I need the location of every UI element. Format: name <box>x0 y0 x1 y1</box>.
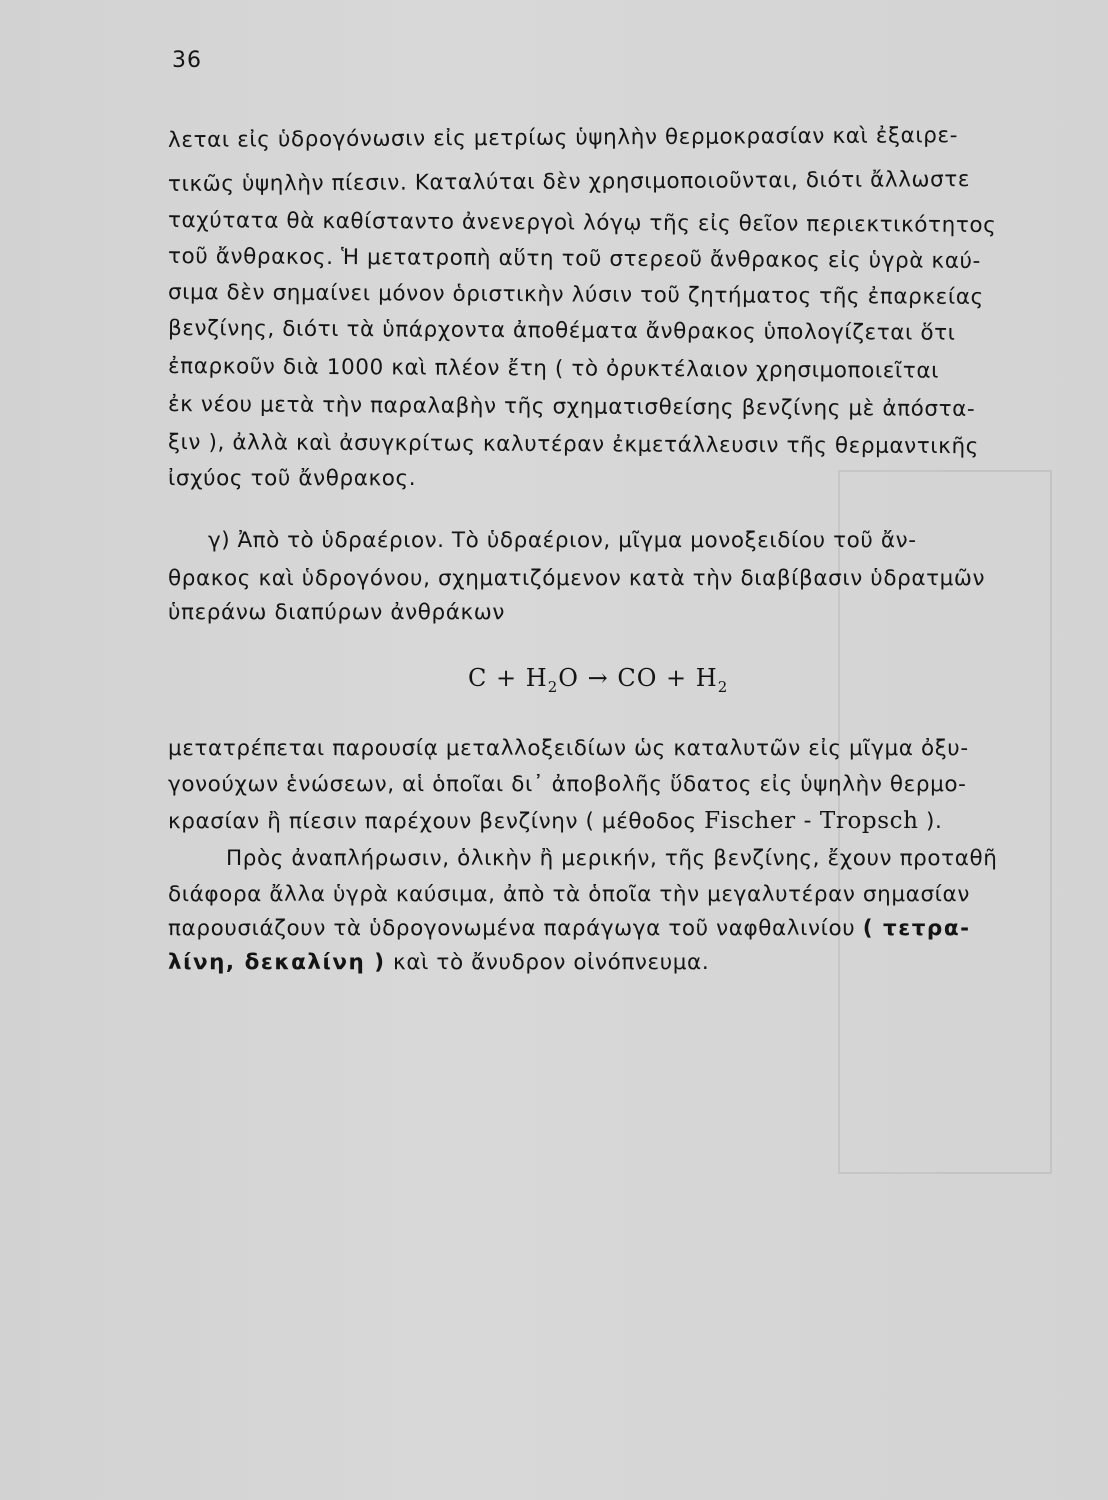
text-span: κρασίαν ἢ πίεσιν παρέχουν βενζίνην ( μέθοδος <box>168 809 705 834</box>
method-name: Fischer - Tropsch <box>704 808 919 834</box>
formula-subscript: 2 <box>717 677 729 696</box>
text-line: διάφορα ἄλλα ὑγρὰ καύσιμα, ἀπὸ τὰ ὁποῖα τὴν μεγαλυτέραν σημασίαν <box>168 882 970 907</box>
text-line: βενζίνης, διότι τὰ ὑπάρχοντα ἀποθέματα ἄνθρακος ὑπολογίζεται ὅτι <box>167 316 956 346</box>
page-number: 36 <box>172 48 202 73</box>
text-line: λεται εἰς ὑδρογόνωσιν εἰς μετρίως ὑψηλὴν θερμοκρασίαν καὶ ἐξαιρε- <box>167 123 959 153</box>
arrow-icon: → <box>587 664 609 692</box>
text-span: παρουσιάζουν τὰ ὑδρογονωμένα παράγωγα τοῦ ναφθαλινίου <box>168 916 863 941</box>
bold-term: λίνη, δεκαλίνη ) <box>168 950 386 975</box>
formula-subscript: 2 <box>547 677 559 696</box>
text-line <box>168 950 1048 975</box>
text-line: ἰσχύος τοῦ ἄνθρακος. <box>168 466 417 491</box>
text-line: γονούχων ἑνώσεων, αἱ ὁποῖαι δι᾽ ἀποβολῆς ὕδατος εἰς ὑψηλὴν θερμο- <box>168 772 967 797</box>
text-span: ). <box>918 809 943 834</box>
text-line: ὑπεράνω διαπύρων ἀνθράκων <box>168 600 505 625</box>
formula-plus: + <box>666 664 688 692</box>
chemical-equation <box>468 664 728 696</box>
section-text: Τὸ ὑδραέριον, μῖγμα μονοξειδίου τοῦ ἄν- <box>451 528 917 553</box>
text-line: τικῶς ὑψηλὴν πίεσιν. Καταλύται δὲν χρησιμοποιοῦνται, διότι ἄλλωστε <box>167 167 971 197</box>
text-line: ἐπαρκοῦν διὰ 1000 καὶ πλέον ἔτη ( τὸ ὀρυκτέλαιον χρησιμοποιεῖται <box>167 354 940 384</box>
text-line <box>208 528 1048 553</box>
formula-carbon-monoxide: CO <box>617 664 658 692</box>
text-line: σιμα δὲν σημαίνει μόνον ὁριστικὴν λύσιν τοῦ ζητήματος τῆς ἐπαρκείας <box>167 280 984 310</box>
formula-oxygen: O <box>558 664 579 692</box>
text-line: Πρὸς ἀναπλήρωσιν, ὁλικὴν ἢ μερικήν, τῆς βενζίνης, ἔχουν προταθῆ <box>226 846 998 871</box>
formula-hydrogen-gas: H <box>695 664 718 692</box>
text-line: θρακος καὶ ὑδρογόνου, σχηματιζόμενον κατὰ τὴν διαβίβασιν ὑδρατμῶν <box>168 566 986 591</box>
text-span: καὶ τὸ ἄνυδρον οἰνόπνευμα. <box>385 950 710 975</box>
text-line: μετατρέπεται παρουσίᾳ μεταλλοξειδίων ὡς καταλυτῶν εἰς μῖγμα ὀξυ- <box>168 736 969 761</box>
formula-carbon: C <box>468 664 488 692</box>
formula-hydrogen: H <box>525 664 548 692</box>
bold-term: ( τετρα- <box>862 916 971 941</box>
text-line <box>168 808 1048 834</box>
text-line: ἐκ νέου μετὰ τὴν παραλαβὴν τῆς σχηματισθείσης βενζίνης μὲ ἀπόστα- <box>167 392 976 422</box>
section-title: γ) Ἀπὸ τὸ ὑδραέριον. <box>208 528 445 553</box>
text-line <box>168 916 1048 941</box>
text-line: ταχύτατα θὰ καθίσταντο ἀνενεργοὶ λόγῳ τῆς εἰς θεῖον περιεκτικότητος <box>167 208 997 239</box>
formula-plus: + <box>496 664 518 692</box>
text-line: τοῦ ἄνθρακος. Ἡ μετατροπὴ αὕτη τοῦ στερεοῦ ἄνθρακος εἰς ὑγρὰ καύ- <box>167 244 981 274</box>
text-line: ξιν ), ἀλλὰ καὶ ἀσυγκρίτως καλυτέραν ἐκμετάλλευσιν τῆς θερμαντικῆς <box>167 430 980 460</box>
